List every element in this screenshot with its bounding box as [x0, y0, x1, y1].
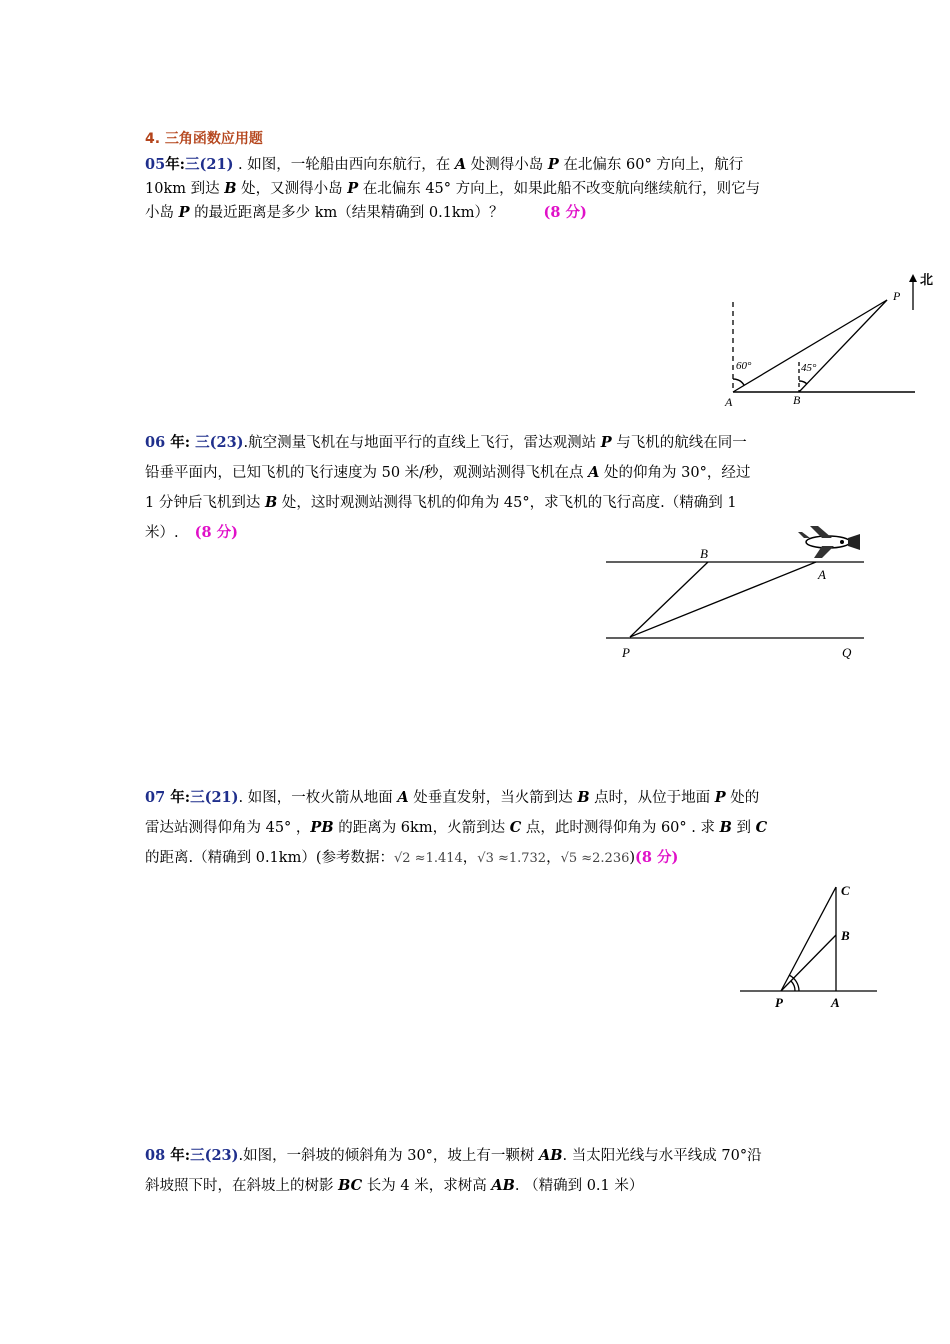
q06-text: 1 分钟后飞机到达 [145, 495, 265, 511]
q07-text: 处的 [725, 790, 760, 806]
q05-part: 三(21) [185, 156, 234, 173]
q08-text: 长为 4 米，求树高 [362, 1178, 492, 1194]
q07-text: 点，此时测得仰角为 60° . 求 [521, 820, 720, 836]
q05-text: 在北偏东 45° 方向上，如果此船不改变航向继续航行，则它与 [358, 181, 761, 197]
q06-text: 米）. [145, 525, 179, 541]
q05-var-p: P [547, 156, 559, 173]
line-ap [733, 300, 887, 392]
point-p-label: P [775, 995, 783, 1010]
q08-text: .如图，一斜坡的倾斜角为 30°，坡上有一颗树 [238, 1148, 540, 1164]
q06-text: 与飞机的航线在同一 [611, 435, 747, 451]
q07-figure [735, 875, 885, 1015]
q05-line-2 [145, 177, 810, 201]
q07-text: 的距离.（精确到 0.1km）(参考数据： [145, 850, 394, 866]
q05-text: 小岛 [145, 205, 179, 221]
q05-text: 10km 到达 [145, 181, 225, 197]
point-q-label: Q [842, 645, 852, 660]
q05-line-1 [145, 153, 810, 177]
q05-text: 处，又测得小岛 [236, 181, 348, 197]
question-05 [145, 153, 810, 225]
q07-tag: 年: [165, 789, 191, 806]
q05-score: (8 分) [543, 204, 587, 221]
q07-text: . 如图，一枚火箭从地面 [238, 790, 398, 806]
q07-line-2 [145, 813, 810, 843]
q08-text: . 当太阳光线与水平线成 70°沿 [562, 1148, 762, 1164]
q05-var-b: B [224, 180, 237, 197]
q05-text: 处测得小岛 [466, 157, 548, 173]
q07-var-b: B [577, 789, 590, 806]
point-p-label: P [622, 645, 630, 660]
q06-var-p: P [600, 434, 612, 451]
q07-sep: ， [462, 850, 478, 866]
q08-var-ab: AB [539, 1147, 563, 1164]
point-b-label: B [793, 393, 801, 407]
q07-score: (8 分) [635, 849, 679, 866]
line-pa [630, 562, 816, 637]
q07-var-a: A [397, 789, 409, 806]
q08-year: 08 [145, 1147, 166, 1164]
q07-part: 三(21) [190, 789, 239, 806]
q07-text: ) [629, 850, 636, 866]
q07-year: 07 [145, 789, 166, 806]
q07-text: 点时，从位于地面 [589, 790, 715, 806]
point-a-label: A [831, 995, 840, 1010]
q07-line-3 [145, 843, 810, 874]
q08-line-1 [145, 1141, 810, 1171]
q08-tag: 年: [165, 1147, 191, 1164]
q05-text: 的最近距离是多少 km（结果精确到 0.1km）？ [189, 205, 504, 221]
point-b-label: B [700, 546, 708, 561]
line-bp [799, 300, 887, 392]
q07-ref-sqrt5: √5 ≈2.236 [560, 851, 630, 866]
q06-var-b: B [264, 494, 278, 511]
q06-line-2 [145, 458, 810, 488]
airplane-icon [798, 526, 860, 558]
point-a-label: A [725, 395, 733, 409]
north-arrow-head-icon [909, 274, 917, 282]
q06-part: 三(23) [190, 434, 244, 451]
q07-var-p: P [714, 789, 726, 806]
q07-var-pb: PB [310, 819, 334, 836]
angle-45-arc [799, 381, 807, 384]
q07-var-c: C [509, 819, 522, 836]
section-title: 4. 三角函数应用题 [145, 131, 263, 147]
q05-var-p: P [178, 204, 190, 221]
q05-year: 05 [145, 156, 166, 173]
question-08 [145, 1141, 810, 1201]
q07-var-b: B [719, 819, 732, 836]
q05-text: . 如图，一轮船由西向东航行，在 [233, 157, 455, 173]
point-p-label: P [893, 289, 901, 303]
q05-line-3 [145, 201, 810, 225]
q06-score: (8 分) [194, 524, 238, 541]
q07-text: 的距离为 6km，火箭到达 [333, 820, 510, 836]
q06-text: 铅垂平面内，已知飞机的飞行速度为 50 米/秒，观测站测得飞机在点 [145, 465, 589, 481]
point-c-label: C [841, 883, 850, 898]
angle-45-label: 45° [801, 362, 817, 374]
q06-figure [598, 520, 873, 665]
q07-ref-sqrt2: √2 ≈1.414 [393, 851, 463, 866]
q08-var-ab: AB [491, 1177, 515, 1194]
q05-var-a: A [454, 156, 467, 173]
q07-text: 雷达站测得仰角为 45° ， [145, 820, 311, 836]
q08-var-bc: BC [338, 1177, 363, 1194]
q07-line-1 [145, 783, 810, 813]
q06-year: 06 [145, 434, 166, 451]
q08-text: . （精确到 0.1 米） [514, 1178, 644, 1194]
q06-line-1 [145, 428, 810, 458]
q06-var-a: A [588, 464, 600, 481]
q08-line-2 [145, 1171, 810, 1201]
q05-figure [715, 262, 940, 412]
point-b-label: B [841, 928, 850, 943]
q07-sep: ， [546, 850, 561, 866]
q06-text: 处，这时观测站测得飞机的仰角为 45°，求飞机的飞行高度.（精确到 1 [277, 495, 737, 511]
q05-var-p: P [347, 180, 359, 197]
q05-text: 在北偏东 60° 方向上，航行 [558, 157, 744, 173]
angle-60-label: 60° [736, 360, 752, 372]
angle-arc-inner [791, 981, 795, 991]
q05-tag: 年: [165, 156, 186, 173]
angle-60-arc [733, 379, 744, 385]
q06-line-3 [145, 488, 810, 518]
q06-text: 处的仰角为 30°，经过 [599, 465, 751, 481]
line-pb [630, 562, 708, 637]
q08-text: 斜坡照下时，在斜坡上的树影 [145, 1178, 339, 1194]
q07-text: 到 [731, 820, 756, 836]
q06-tag: 年: [165, 434, 191, 451]
question-07 [145, 783, 810, 874]
q07-ref-sqrt3: √3 ≈1.732 [477, 851, 547, 866]
point-a-label: A [818, 567, 826, 582]
line-pb [781, 935, 836, 991]
q08-part: 三(23) [190, 1147, 239, 1164]
q06-text: .航空测量飞机在与地面平行的直线上飞行，雷达观测站 [243, 435, 601, 451]
q07-text: 处垂直发射，当火箭到达 [408, 790, 578, 806]
q07-var-c: C [755, 819, 768, 836]
north-label: 北 [920, 273, 934, 288]
